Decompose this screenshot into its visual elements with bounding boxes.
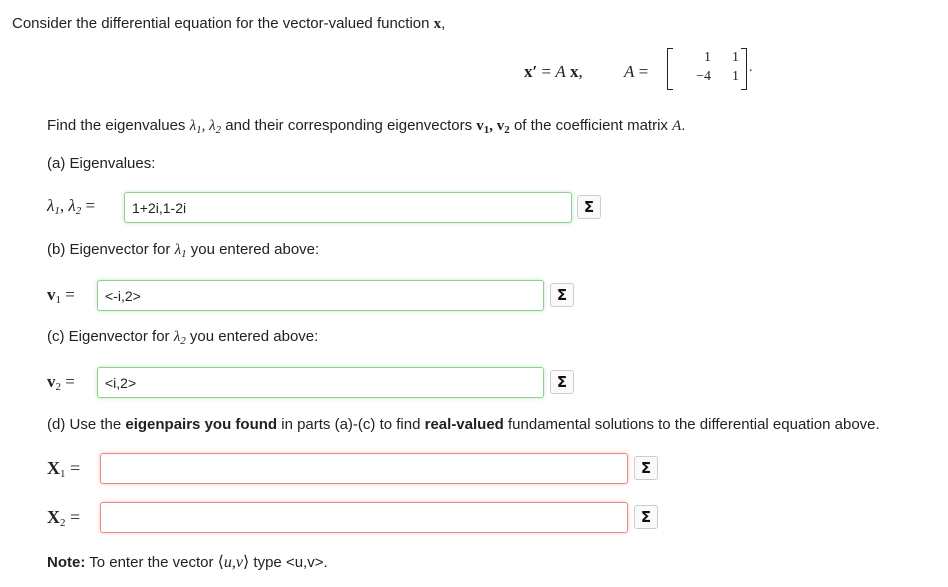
equation-lhs: x′: [524, 62, 538, 81]
v: v: [47, 372, 56, 391]
subscript: 2: [75, 205, 82, 217]
subscript: 2: [55, 381, 61, 393]
comma: ,: [201, 118, 206, 134]
lambda: λ: [209, 118, 216, 134]
equation-equals: =: [541, 62, 552, 81]
equation-vector-symbol: x: [570, 62, 579, 81]
equals: =: [65, 372, 75, 391]
matrix-right-bracket: [741, 48, 747, 90]
subscript: 2: [504, 124, 510, 136]
part-d-x2-label: [47, 507, 80, 529]
lambda: λ: [47, 196, 55, 215]
period: .: [681, 117, 686, 134]
v: v: [496, 118, 505, 134]
matrix-equals: =: [638, 62, 649, 81]
eigenvalues-input[interactable]: [124, 192, 572, 223]
vector-notation: [218, 554, 250, 571]
instruction-part: of the coefficient matrix: [513, 117, 668, 134]
eigenvector-2-input[interactable]: [97, 367, 544, 398]
equation-editor-sigma-icon[interactable]: Σ: [550, 283, 574, 307]
equation-editor-sigma-icon[interactable]: Σ: [634, 456, 658, 480]
instruction-part: and their corresponding eigenvectors: [225, 117, 473, 134]
intro-variable: x: [433, 16, 442, 32]
lambda: λ: [68, 196, 76, 215]
matrix-left-bracket: [667, 48, 673, 90]
equation-editor-sigma-icon[interactable]: Σ: [577, 195, 601, 219]
note-text: type <u,v>.: [253, 554, 328, 571]
equation-editor-sigma-icon[interactable]: Σ: [550, 370, 574, 394]
lambda: λ: [189, 118, 197, 134]
subscript: 1: [54, 205, 60, 217]
heading-bold: eigenpairs you found: [125, 416, 278, 433]
subscript: 1: [483, 124, 490, 136]
comma: ,: [59, 196, 65, 215]
equation: [524, 62, 583, 82]
subscript: 1: [181, 248, 187, 260]
intro-text: [12, 15, 445, 33]
matrix-symbol: A: [672, 118, 682, 134]
part-c-heading: [47, 328, 318, 347]
matrix-definition: [624, 62, 648, 82]
eigenvector-1-input[interactable]: [97, 280, 544, 311]
part-d-x1-label: [47, 458, 80, 480]
coefficient-matrix: [667, 48, 757, 90]
matrix-cell: −4: [696, 69, 711, 84]
instruction-part: Find the eigenvalues: [47, 117, 186, 134]
u: u: [223, 554, 232, 571]
part-a-heading: (a) Eigenvalues:: [47, 155, 156, 172]
subscript: 2: [180, 335, 186, 347]
part-b-label: [47, 285, 75, 306]
equals: =: [65, 285, 75, 304]
note: [47, 552, 328, 572]
X: X: [47, 458, 60, 478]
heading-text: you entered above:: [189, 328, 319, 345]
v: v: [476, 118, 484, 134]
heading-text: you entered above:: [190, 241, 320, 258]
part-b-heading: [47, 241, 319, 260]
subscript: 1: [196, 124, 202, 136]
equals: =: [70, 458, 81, 478]
part-a-label: [47, 196, 95, 217]
heading-bold: real-valued: [424, 416, 504, 433]
matrix-cell: 1: [704, 50, 711, 65]
left-angle: ⟨: [217, 554, 224, 571]
lambda-symbol: [175, 242, 187, 258]
v: v: [47, 285, 56, 304]
heading-text: (c) Eigenvector for: [47, 328, 170, 345]
equation-editor-sigma-icon[interactable]: Σ: [634, 505, 658, 529]
comma: ,: [231, 554, 236, 571]
subscript: 2: [60, 517, 66, 529]
lambda: λ: [174, 242, 182, 258]
eigenvector-symbols: [476, 118, 510, 134]
matrix-cell: 1: [732, 50, 739, 65]
heading-text: (b) Eigenvector for: [47, 241, 171, 258]
lambda: λ: [173, 329, 181, 345]
subscript: 2: [215, 124, 222, 136]
instruction-text: [47, 117, 685, 136]
heading-text: (d) Use the: [47, 416, 122, 433]
heading-text: fundamental solutions to the differential equation above.: [508, 416, 880, 433]
v: v: [235, 554, 243, 571]
equation-matrix-symbol: A: [555, 62, 566, 81]
solution-x1-input[interactable]: [100, 453, 628, 484]
equation-comma: ,: [578, 62, 583, 81]
note-text: To enter the vector: [89, 554, 214, 571]
intro-punctuation: ,: [441, 15, 446, 32]
matrix-cell: 1: [732, 69, 739, 84]
subscript: 1: [55, 294, 61, 306]
lambda-symbol: [174, 329, 186, 345]
matrix-period: .: [749, 60, 753, 75]
part-c-label: [47, 372, 75, 393]
matrix-name: A: [624, 62, 635, 81]
subscript: 1: [60, 468, 66, 480]
comma: ,: [489, 118, 494, 134]
intro-sentence: Consider the differential equation for the vector-valued function: [12, 15, 430, 32]
part-d-heading: [47, 416, 880, 433]
X: X: [47, 507, 60, 527]
solution-x2-input[interactable]: [100, 502, 628, 533]
equals: =: [85, 196, 96, 215]
lambda-symbol: [190, 118, 222, 134]
heading-text: in parts (a)-(c) to find: [281, 416, 421, 433]
right-angle: ⟩: [243, 554, 250, 571]
equals: =: [70, 507, 81, 527]
note-label: Note:: [47, 554, 86, 571]
